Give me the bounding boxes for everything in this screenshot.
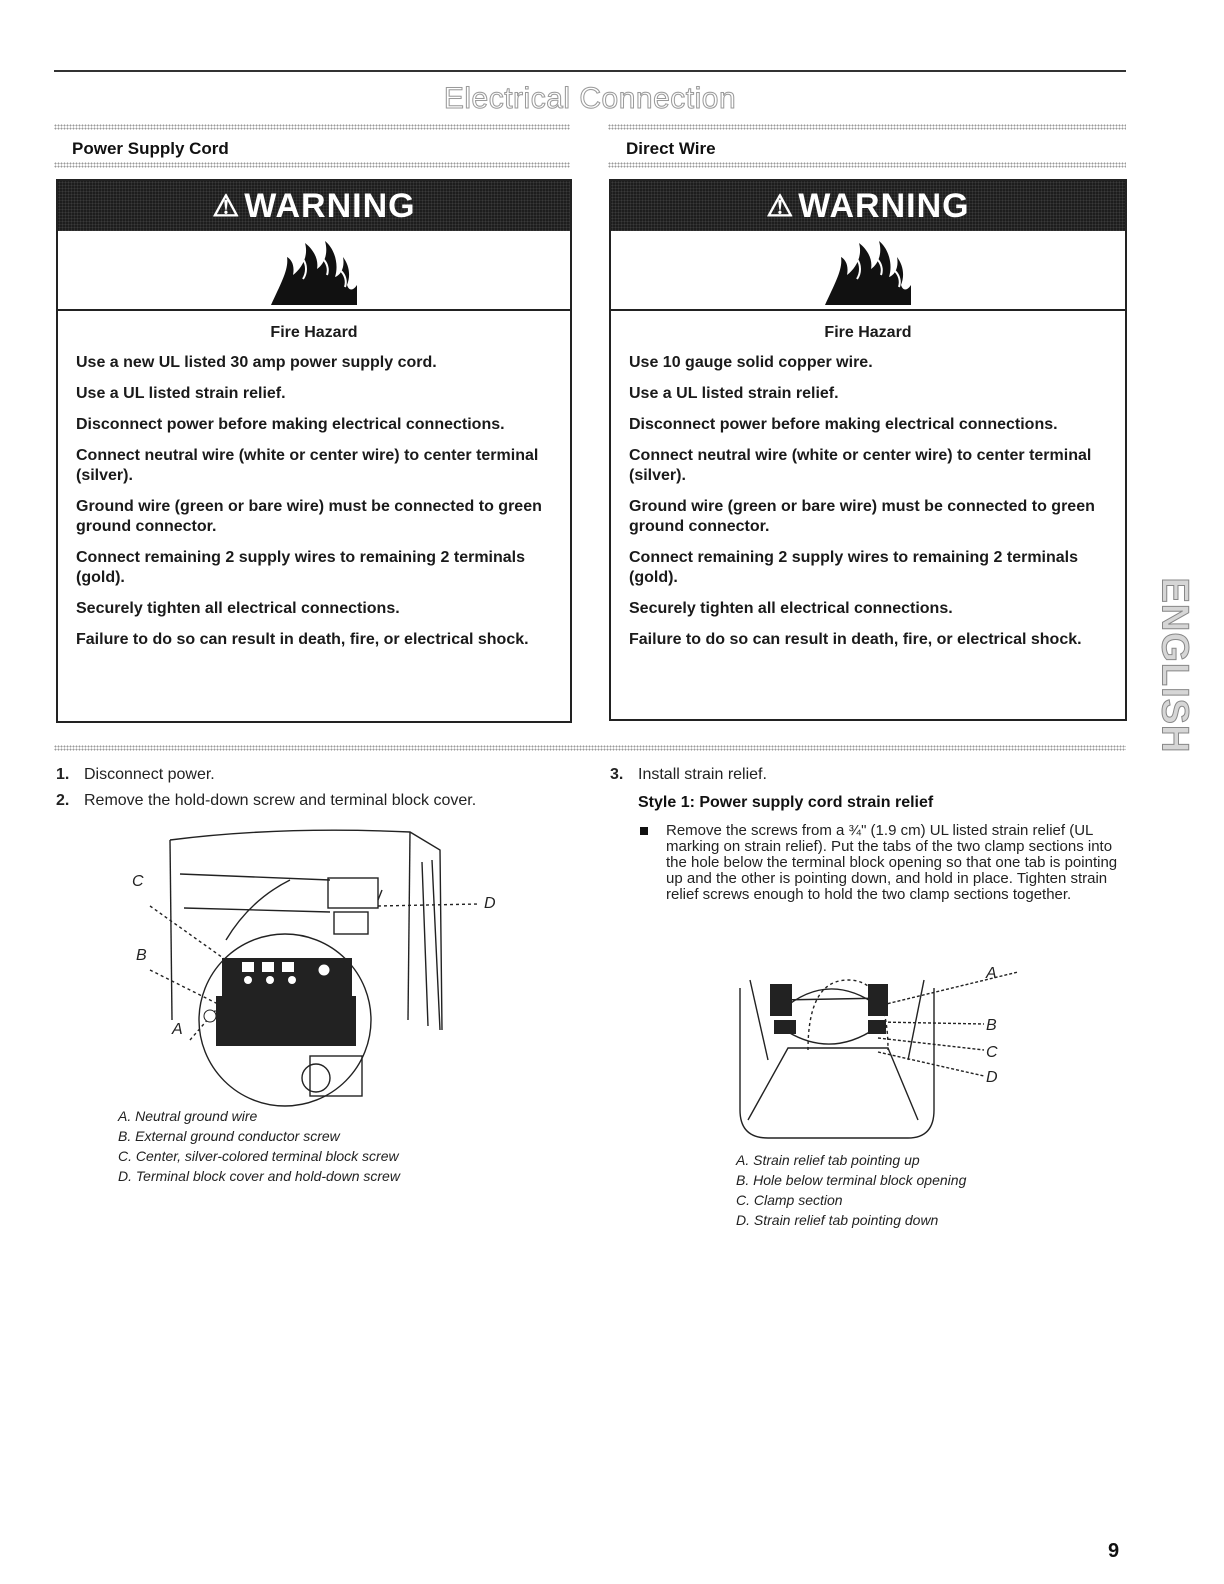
fire-hazard-icon [823,235,913,307]
hazard-title: Fire Hazard [270,324,358,341]
section-divider-left-bottom [54,162,570,168]
warning-line: Securely tighten all electrical connections. [629,600,953,617]
warning-banner [58,181,570,231]
warning-box-direct-wire [609,179,1127,721]
page-title: Electrical Connection [443,82,737,115]
bullet-text: Remove the screws from a ¾" (1.9 cm) UL listed strain relief (UL marking on strain relief). Put the tabs of the two clamp sections into the hole below the terminal block opening so that one tab is pointing up and the other is pointing down, and hold in place. Tighten strain relief screws enough to hold the two clamp sections together. [666,822,1118,903]
caption: B. Hole below terminal block opening [736,1172,967,1188]
fire-icon-area [58,231,570,311]
warning-line: Use 10 gauge solid copper wire. [629,354,873,371]
terminal-block-diagram [110,820,530,1110]
warning-line: Use a new UL listed 30 amp power supply cord. [76,354,437,371]
caption: C. Center, silver-colored terminal block screw [118,1148,399,1164]
step-text: Disconnect power. [84,766,215,783]
figure-1-captions [118,1106,400,1186]
section-title-direct-wire: Direct Wire [626,139,716,158]
warning-text [58,311,570,650]
fire-icon-area [611,231,1125,311]
step-2 [56,792,476,810]
warning-line: Disconnect power before making electrical connections. [76,416,505,433]
section-divider-right-bottom [608,162,1126,168]
figure-1-label-b: B [136,947,147,964]
section-divider-left [54,124,570,130]
caption: D. Strain relief tab pointing down [736,1212,939,1228]
style-1-bullet [666,823,1122,903]
warning-box-power-supply-cord [56,179,572,723]
caption: A. Neutral ground wire [118,1108,258,1124]
warning-banner-label: WARNING [244,186,416,225]
warning-line: Failure to do so can result in death, fire, or electrical shock. [629,631,1082,648]
bullet-square-icon [640,827,648,835]
warning-triangle-icon: ⚠ [766,189,795,223]
figure-2-label-a: A [986,965,997,982]
warning-line: Connect neutral wire (white or center wire) to center terminal (silver). [76,447,539,484]
warning-line: Disconnect power before making electrical connections. [629,416,1058,433]
step-number: 3. [610,766,624,783]
warning-line: Connect remaining 2 supply wires to remaining 2 terminals (gold). [76,549,525,586]
warning-text [611,311,1125,650]
top-rule [54,70,1126,72]
step-text: Remove the hold-down screw and terminal block cover. [84,792,477,809]
step-number: 1. [56,766,70,783]
figure-2-captions [736,1150,966,1230]
warning-line: Ground wire (green or bare wire) must be connected to green ground connector. [76,498,542,535]
step-1 [56,766,215,784]
caption: B. External ground conductor screw [118,1128,340,1144]
side-tab-label: ENGLISH [1153,577,1196,753]
figure-1-label-c: C [132,873,144,890]
figure-1-label-d: D [484,895,496,912]
step-text: Install strain relief. [638,766,767,783]
section-title-power-supply-cord: Power Supply Cord [72,139,229,158]
hazard-title: Fire Hazard [824,324,912,341]
warning-triangle-icon: ⚠ [212,189,241,223]
step-number: 2. [56,792,70,809]
section-divider-right [608,124,1126,130]
language-side-tab [1153,560,1196,770]
figure-2-label-b: B [986,1017,997,1034]
caption: C. Clamp section [736,1192,843,1208]
figure-2-label-c: C [986,1044,998,1061]
warning-line: Use a UL listed strain relief. [629,385,839,402]
caption: D. Terminal block cover and hold-down screw [118,1168,400,1184]
steps-divider [54,745,1126,751]
warning-banner [611,181,1125,231]
warning-line: Use a UL listed strain relief. [76,385,286,402]
figure-2-label-d: D [986,1069,998,1086]
warning-line: Securely tighten all electrical connections. [76,600,400,617]
fire-hazard-icon [269,235,359,307]
style-1-heading: Style 1: Power supply cord strain relief [638,794,934,811]
warning-line: Ground wire (green or bare wire) must be connected to green ground connector. [629,498,1095,535]
warning-line: Connect remaining 2 supply wires to remaining 2 terminals (gold). [629,549,1078,586]
step-3 [610,766,767,784]
caption: A. Strain relief tab pointing up [736,1152,920,1168]
warning-banner-label: WARNING [798,186,970,225]
figure-1-label-a: A [172,1021,183,1038]
strain-relief-diagram [728,940,1018,1146]
warning-line: Connect neutral wire (white or center wire) to center terminal (silver). [629,447,1092,484]
warning-line: Failure to do so can result in death, fire, or electrical shock. [76,631,529,648]
page-number: 9 [1108,1540,1120,1562]
